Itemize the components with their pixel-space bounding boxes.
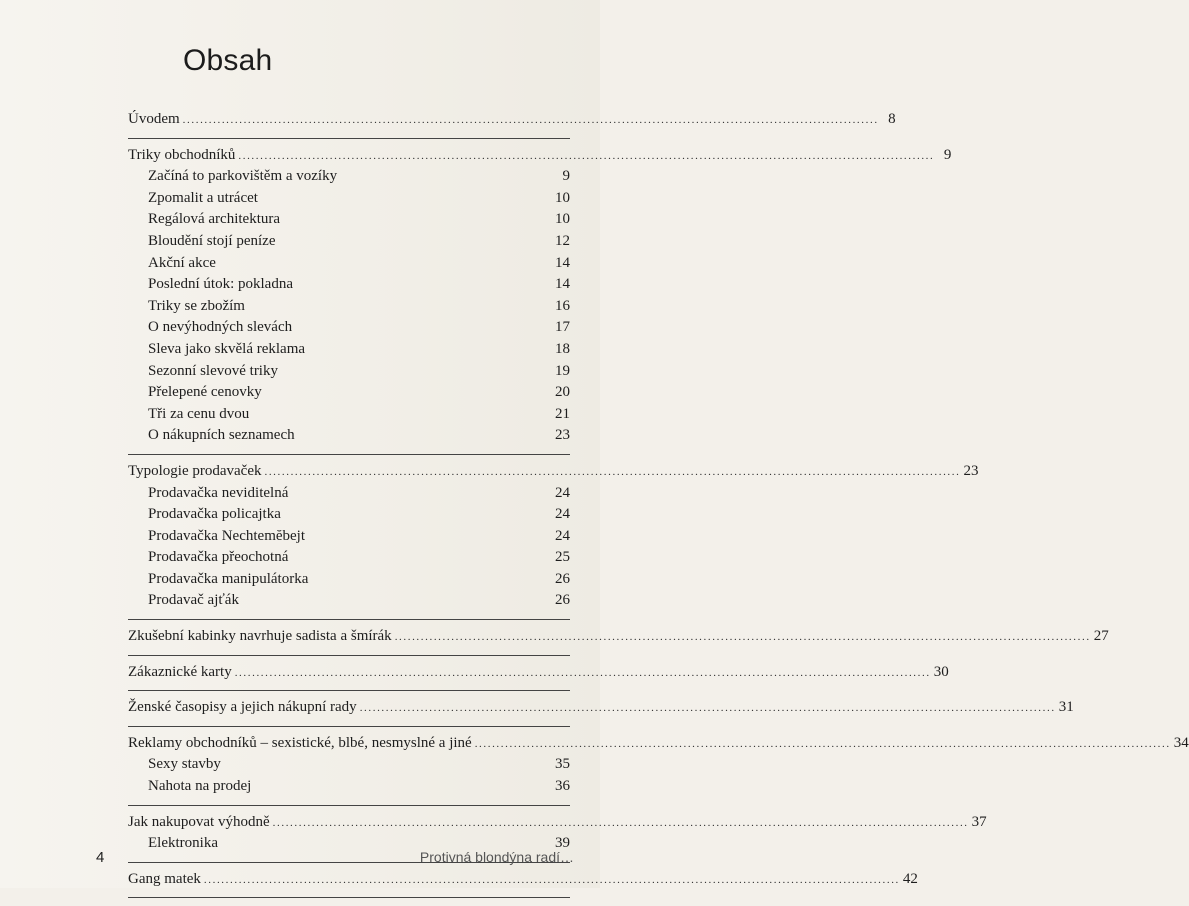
toc-subentry-title: Prodavač ajťák	[148, 592, 239, 609]
toc-entry	[128, 146, 952, 169]
toc-subentry	[128, 298, 570, 320]
toc-entry	[128, 663, 949, 686]
toc-subentry-page: 10	[555, 189, 570, 206]
toc-subentry	[128, 319, 570, 341]
toc-entry-title: Úvodem	[128, 111, 180, 127]
toc-subentry	[128, 485, 570, 507]
toc-subentry	[128, 190, 570, 212]
toc-subentry-page: 21	[555, 405, 570, 422]
toc-subentry-page: 24	[555, 506, 570, 523]
toc-subentry-page: 35	[555, 756, 570, 773]
toc-subentry-title: O nevýhodných slevách	[148, 319, 293, 336]
toc-section	[128, 734, 1189, 806]
toc-subentry-title: Sexy stavby	[148, 756, 221, 773]
dot-leader: ................................................................................................................................................................	[359, 702, 1056, 715]
toc-subentry-title: Zpomalit a utrácet	[148, 189, 258, 206]
dot-leader: ................................................................................................................................................................	[264, 465, 961, 478]
toc-subentry-page: 9	[562, 168, 570, 185]
toc-subentry-page: 19	[555, 362, 570, 379]
toc-entry-page: 37	[971, 813, 987, 830]
toc-subentry-page: 26	[555, 570, 570, 587]
toc-entry	[128, 813, 987, 836]
toc-subentry-title: Bloudění stojí peníze	[148, 232, 276, 249]
toc-subentry-title: Sleva jako skvělá reklama	[148, 340, 306, 357]
toc-subentry	[128, 255, 570, 277]
toc-entry-page: 23	[963, 462, 979, 479]
dot-leader: ................................................................................................................................................................	[234, 666, 931, 679]
dot-leader: ................................................................................................................................................................	[474, 737, 1171, 750]
table-of-contents	[128, 111, 1189, 906]
toc-subentry-title: Prodavačka policajtka	[148, 506, 281, 523]
toc-subentry-page: 14	[555, 276, 570, 293]
toc-subentry-title: Prodavačka přeochotná	[148, 549, 289, 566]
toc-subentry	[128, 168, 570, 190]
toc-subentry	[128, 384, 570, 406]
toc-subentry-page: 14	[555, 254, 570, 271]
toc-section	[128, 462, 979, 620]
toc-subentry-title: Nahota na prodej	[148, 778, 252, 795]
toc-subentry-title: Triky se zbožím	[148, 297, 245, 314]
toc-subentry-page: 10	[555, 211, 570, 228]
toc-section	[128, 146, 952, 455]
page-number: 4	[96, 849, 105, 866]
toc-entry-page: 27	[1093, 628, 1109, 645]
toc-section	[128, 870, 918, 899]
toc-entry	[128, 734, 1189, 757]
dot-leader: ................................................................................................................................................................	[272, 816, 969, 829]
toc-entry-page: 8	[888, 111, 896, 127]
toc-entry-title: Gang matek	[128, 870, 201, 887]
dot-leader: ................................................................................................................................................................	[203, 873, 900, 886]
toc-subentry	[128, 211, 570, 233]
toc-subentry-page: 24	[555, 527, 570, 544]
toc-entry-title: Zákaznické karty	[128, 663, 232, 680]
toc-entry-title: Zkušební kabinky navrhuje sadista a šmírák	[128, 628, 392, 645]
toc-subentry-page: 39	[555, 835, 570, 852]
toc-subentry-page: 23	[555, 427, 570, 444]
toc-subentry-title: Prodavačka neviditelná	[148, 484, 289, 501]
toc-entry-title: Reklamy obchodníků – sexistické, blbé, nesmyslné a jiné	[128, 734, 472, 751]
toc-subentry-title: Prodavačka manipulátorka	[148, 570, 309, 587]
running-footer-title: Protivná blondýna radí…	[419, 849, 574, 865]
toc-subentry	[128, 756, 570, 778]
page-title: Obsah	[183, 44, 273, 77]
toc-subentry-title: Poslední útok: pokladna	[148, 276, 293, 293]
toc-entry	[128, 462, 979, 485]
toc-subentry	[128, 571, 570, 593]
toc-section	[128, 699, 1074, 727]
toc-entry	[128, 870, 918, 893]
toc-subentry-page: 17	[555, 319, 570, 336]
toc-entry-page: 9	[943, 146, 952, 163]
toc-subentry	[128, 778, 570, 800]
toc-section	[128, 663, 949, 692]
toc-subentry	[128, 427, 570, 449]
toc-subentry-page: 16	[555, 297, 570, 314]
toc-subentry	[128, 406, 570, 428]
toc-subentry-title: Začíná to parkovištěm a vozíky	[148, 168, 338, 185]
toc-subentry	[128, 341, 570, 363]
toc-entry	[128, 111, 896, 133]
toc-subentry	[128, 363, 570, 385]
toc-subentry-title: Akční akce	[148, 254, 216, 271]
toc-subentry-page: 18	[555, 340, 570, 357]
toc-subentry-title: Přelepené cenovky	[148, 384, 262, 401]
toc-subentry-title: O nákupních seznamech	[148, 427, 295, 444]
toc-entry-title: Ženské časopisy a jejich nákupní rady	[128, 699, 357, 716]
toc-subentry	[128, 592, 570, 614]
toc-subentry-page: 20	[555, 384, 570, 401]
toc-subentry-title: Tři za cenu dvou	[148, 405, 250, 422]
toc-entry-page: 42	[902, 870, 918, 887]
toc-subentry	[128, 276, 570, 298]
toc-subentry	[128, 528, 570, 550]
toc-subentry-page: 24	[555, 484, 570, 501]
toc-subentry-page: 36	[555, 778, 570, 795]
toc-subentry-page: 25	[555, 549, 570, 566]
toc-entry-page: 31	[1058, 699, 1074, 716]
toc-entry	[128, 628, 1109, 650]
toc-entry-title: Typologie prodavaček	[128, 462, 262, 479]
toc-subentry-title: Regálová architektura	[148, 211, 281, 228]
toc-subentry	[128, 506, 570, 528]
dot-leader: ................................................................................................................................................................	[394, 631, 1091, 644]
toc-entry-page: 30	[933, 663, 949, 680]
toc-subentry-page: 26	[555, 592, 570, 609]
toc-section	[128, 628, 1109, 656]
dot-leader: ................................................................................................................................................................	[238, 149, 935, 162]
toc-section	[128, 111, 896, 139]
toc-entry	[128, 699, 1074, 721]
toc-entry-page: 34	[1173, 734, 1189, 751]
toc-subentry-title: Elektronika	[148, 835, 218, 852]
toc-subentry	[128, 549, 570, 571]
toc-subentry	[128, 233, 570, 255]
toc-subentry-page: 12	[555, 232, 570, 249]
toc-entry-title: Jak nakupovat výhodně	[128, 813, 270, 830]
toc-entry-title: Triky obchodníků	[128, 146, 236, 163]
toc-subentry-title: Sezonní slevové triky	[148, 362, 278, 379]
dot-leader: ................................................................................................................................................................	[182, 114, 879, 126]
toc-subentry-title: Prodavačka Nechtemĕbejt	[148, 527, 306, 544]
